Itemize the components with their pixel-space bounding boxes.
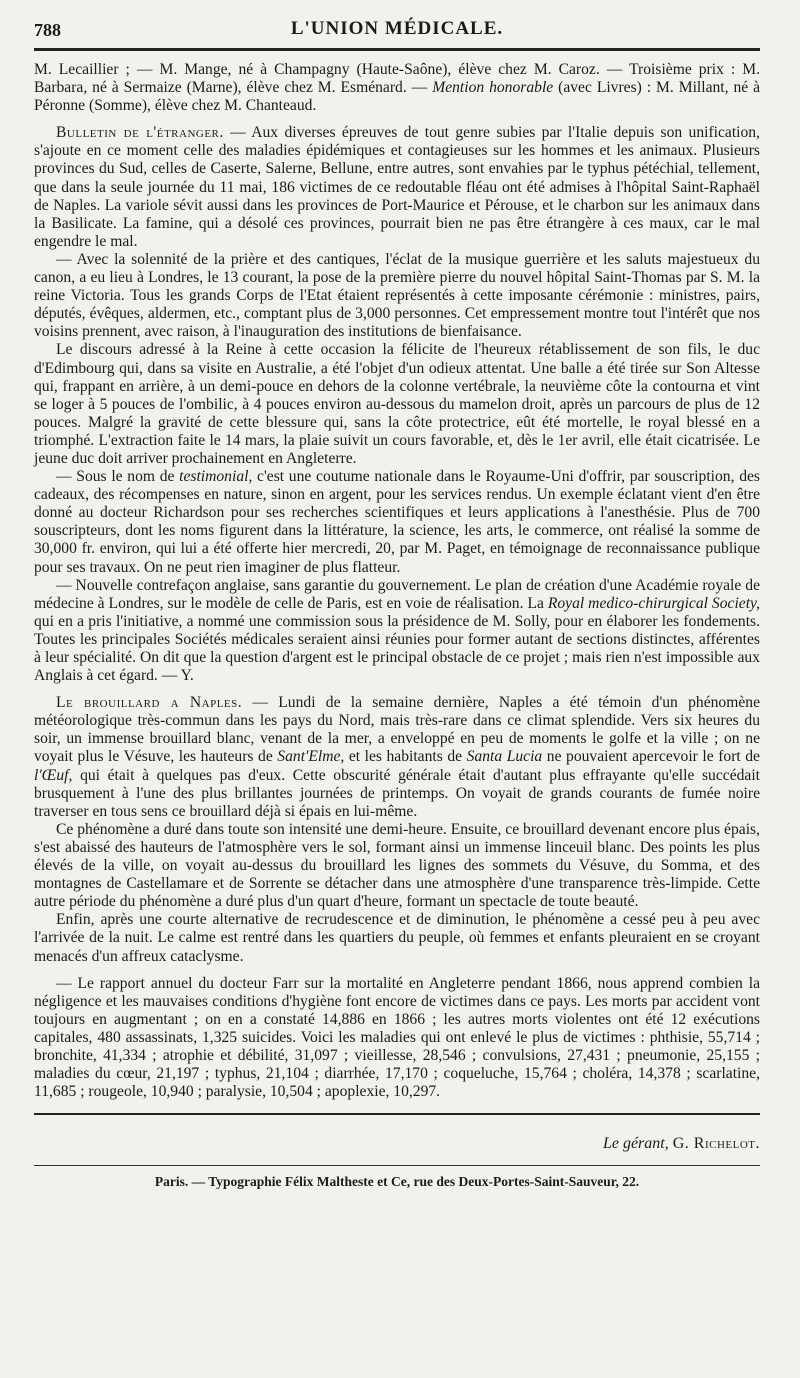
page-header — [34, 14, 760, 44]
footer-rule — [34, 1113, 760, 1115]
paragraph-testimonial: — Sous le nom de testimonial, c'est une coutume nationale dans le Royaume-Uni d'offrir, par souscription, des cadeaux, des récompenses en nature, sinon en argent, pour les services rendus. Un exemple éclatant vient d'en être donné au docteur Richardson pour ses recherches scientifiques et leurs applications à l'anesthésie. Plus de 700 souscripteurs, dont les noms figurent dans la littérature, la science, les arts, le commerce, ont réalisé la somme de 30,000 fr. environ, qui lui a été offerte hier mercredi, 20, par M. Paget, en témoignage de reconnaissance publique pour ses travaux. On ne peut rien imaginer de plus flatteur. — [34, 468, 760, 576]
paragraph-farr-report: — Le rapport annuel du docteur Farr sur la mortalité en Angleterre pendant 1866, nous apprend combien la négligence et les mauvaises conditions d'hygiène font encore de victimes dans ce pays. Les morts par accident vont toujours en augmentant ; on en a constaté 14,886 en 1866 ; les autres morts violentes ont été 12 exécutions capitales, 480 assassinats, 1,325 suicides. Voici les maladies qui ont enlevé le plus de victimes : phthisie, 55,714 ; bronchite, 41,334 ; atrophie et débilité, 31,097 ; vieillesse, 28,546 ; convulsions, 27,431 ; pneumonie, 25,155 ; maladies du cœur, 21,197 ; typhus, 21,104 ; diarrhée, 17,170 ; coqueluche, 15,764 ; choléra, 14,378 ; scarlatine, 11,685 ; rougeole, 10,940 ; paralysie, 10,504 ; apoplexie, 10,297. — [34, 974, 760, 1101]
section-heading: Bulletin de l'étranger. — [56, 124, 224, 142]
header-rule — [34, 48, 760, 51]
paragraph-prize-list: M. Lecaillier ; — M. Mange, né à Champagny (Haute-Saône), élève chez M. Caroz. — Troisième prix : M. Barbara, né à Sermaize (Marne), élève chez M. Esménard. — Mention honorable (avec Livres) : M. Millant, né à Péronne (Somme), élève chez M. Chanteaud. — [34, 61, 761, 115]
article-body — [34, 61, 760, 1101]
page-number: 788 — [34, 20, 61, 40]
paragraph-saint-thomas-hospital: — Avec la solennité de la prière et des cantiques, l'éclat de la musique guerrière et les saluts majestueux du canon, a eu lieu à Londres, le 13 courant, la pose de la première pierre du nouvel hôpital Saint-Thomas par S. M. la reine Victoria. Tous les grands Corps de l'Etat étaient représentés à cette imposante cérémonie : ministres, pairs, députés, évêques, aldermen, etc., comptant plus de 3,000 personnes. Cet empressement montre tout l'intérêt que nos voisins prennent, avec raison, à l'inauguration des institutions de bienfaisance. — [34, 250, 760, 341]
imprint-rule — [34, 1165, 760, 1166]
paragraph-duke-of-edinburgh: Le discours adressé à la Reine à cette occasion la félicite de l'heureux rétablissement de son fils, le duc d'Edimbourg qui, dans sa visite en Australie, a été l'objet d'un odieux attentat. Une balle a été tirée sur Son Altesse qui, frappant en arrière, à un demi-pouce en dehors de la colonne vertébrale, la neuvième côte la contourna et vint se loger à 5 pouces de l'ombilic, à 4 pouces environ au-dessous du mamelon droit, après un parcours de plus de 12 pouces. Malgré la gravité de cette blessure qui, sans la côte protectrice, eût été mortelle, le royal blessé en a triomphé. L'extraction faite le 14 mars, la plaie suivit un cours favorable, et, dès le 1er avril, elle était cicatrisée. Le jeune duc doit arriver prochainement en Angleterre. — [34, 341, 760, 467]
paragraph-foreign-bulletin: Bulletin de l'étranger. — Aux diverses épreuves de tout genre subies par l'Italie depuis son unification, s'ajoute en ce moment celle des maladies épidémiques et contagieuses sur les hommes et les animaux. Plusieurs provinces du Sud, celles de Caserte, Salerne, Bellune, entre autres, sont envahies par le typhus pétéchial, tellement, que dans la seule journée du 11 mai, 186 victimes de ce redoutable fléau ont été admises à l'hôpital Saint-Raphaël de Naples. La variole sévit aussi dans les provinces de Port-Maurice et Pérouse, et le charbon sur les animaux dans la Basilicate. La famine, qui a désolé ces provinces, pourrait bien ne pas être étrangère à ces maux, car le mal engendre le mal. — [34, 124, 760, 250]
section-heading: Le brouillard a Naples. — [56, 694, 243, 712]
paragraph-naples-fog: Le brouillard a Naples. — Lundi de la semaine dernière, Naples a été témoin d'un phénomène météorologique très-commun dans les pays du Nord, mais très-rare dans ce climat splendide. Vers six heures du soir, un immense brouillard blanc, venant de la mer, a enveloppé en peu de moments le golfe et la ville ; on ne voyait plus le Vésuve, les hauteurs de Sant'Elme, et les habitants de Santa Lucia ne pouvaient apercevoir le fort de l'Œuf, qui était à quelques pas d'eux. Cette obscurité générale était d'autant plus effrayante qu'elle succédait brusquement à l'une des plus brillantes journées de printemps. On voyait de grands courants de fumée noire traverser en tous sens ce brouillard déjà si épais en lui-même. — [34, 694, 761, 820]
printer-imprint: Paris. — Typographie Félix Maltheste et Ce, rue des Deux-Portes-Saint-Sauveur, 22. — [154, 1174, 640, 1190]
paragraph-royal-academy: — Nouvelle contrefaçon anglaise, sans garantie du gouvernement. Le plan de création d'une Académie royale de médecine à Londres, sur le modèle de celle de Paris, est en voie de réalisation. La Royal medico-chirurgical Society, qui en a pris l'initiative, a nommé une commission sous la présidence de M. Solly, pour en élaborer les fondements. Toutes les principales Sociétés médicales seraient ainsi réunies pour former autant de sections distinctes, afférentes à leur spécialité. On dit que la question d'argent est le principal obstacle de ce projet ; mais rien n'est impossible aux Anglais à cet égard. — Y. — [34, 576, 760, 685]
paragraph-fog-end: Enfin, après une courte alternative de recrudescence et de diminution, le phénomène a cessé peu à peu avec l'arrivée de la nuit. Le calme est rentré dans les quartiers du peuple, où femmes et enfants pleuraient en se croyant menacés d'un affreux cataclysme. — [34, 911, 760, 965]
running-title: L'UNION MÉDICALE. — [290, 18, 504, 39]
paragraph-fog-duration: Ce phénomène a duré dans toute son intensité une demi-heure. Ensuite, ce brouillard devenant encore plus épais, s'est abaissé des hauteurs de l'atmosphère vers le sol, formant ainsi un immense linceuil blanc. Des points les plus élevés de la ville, on voyait au-dessus du brouillard les lignes des sommets du Vésuve, du Somma, et des montagnes de Castellamare et de Sorrente se détacher dans une atmosphère d'une transparence très-limpide. Cette autre période du phénomène a duré plus d'un quart d'heure, formant un spectacle de toute beauté. — [34, 820, 760, 911]
gerant-signature: Le gérant, G. Richelot. — [602, 1135, 760, 1153]
